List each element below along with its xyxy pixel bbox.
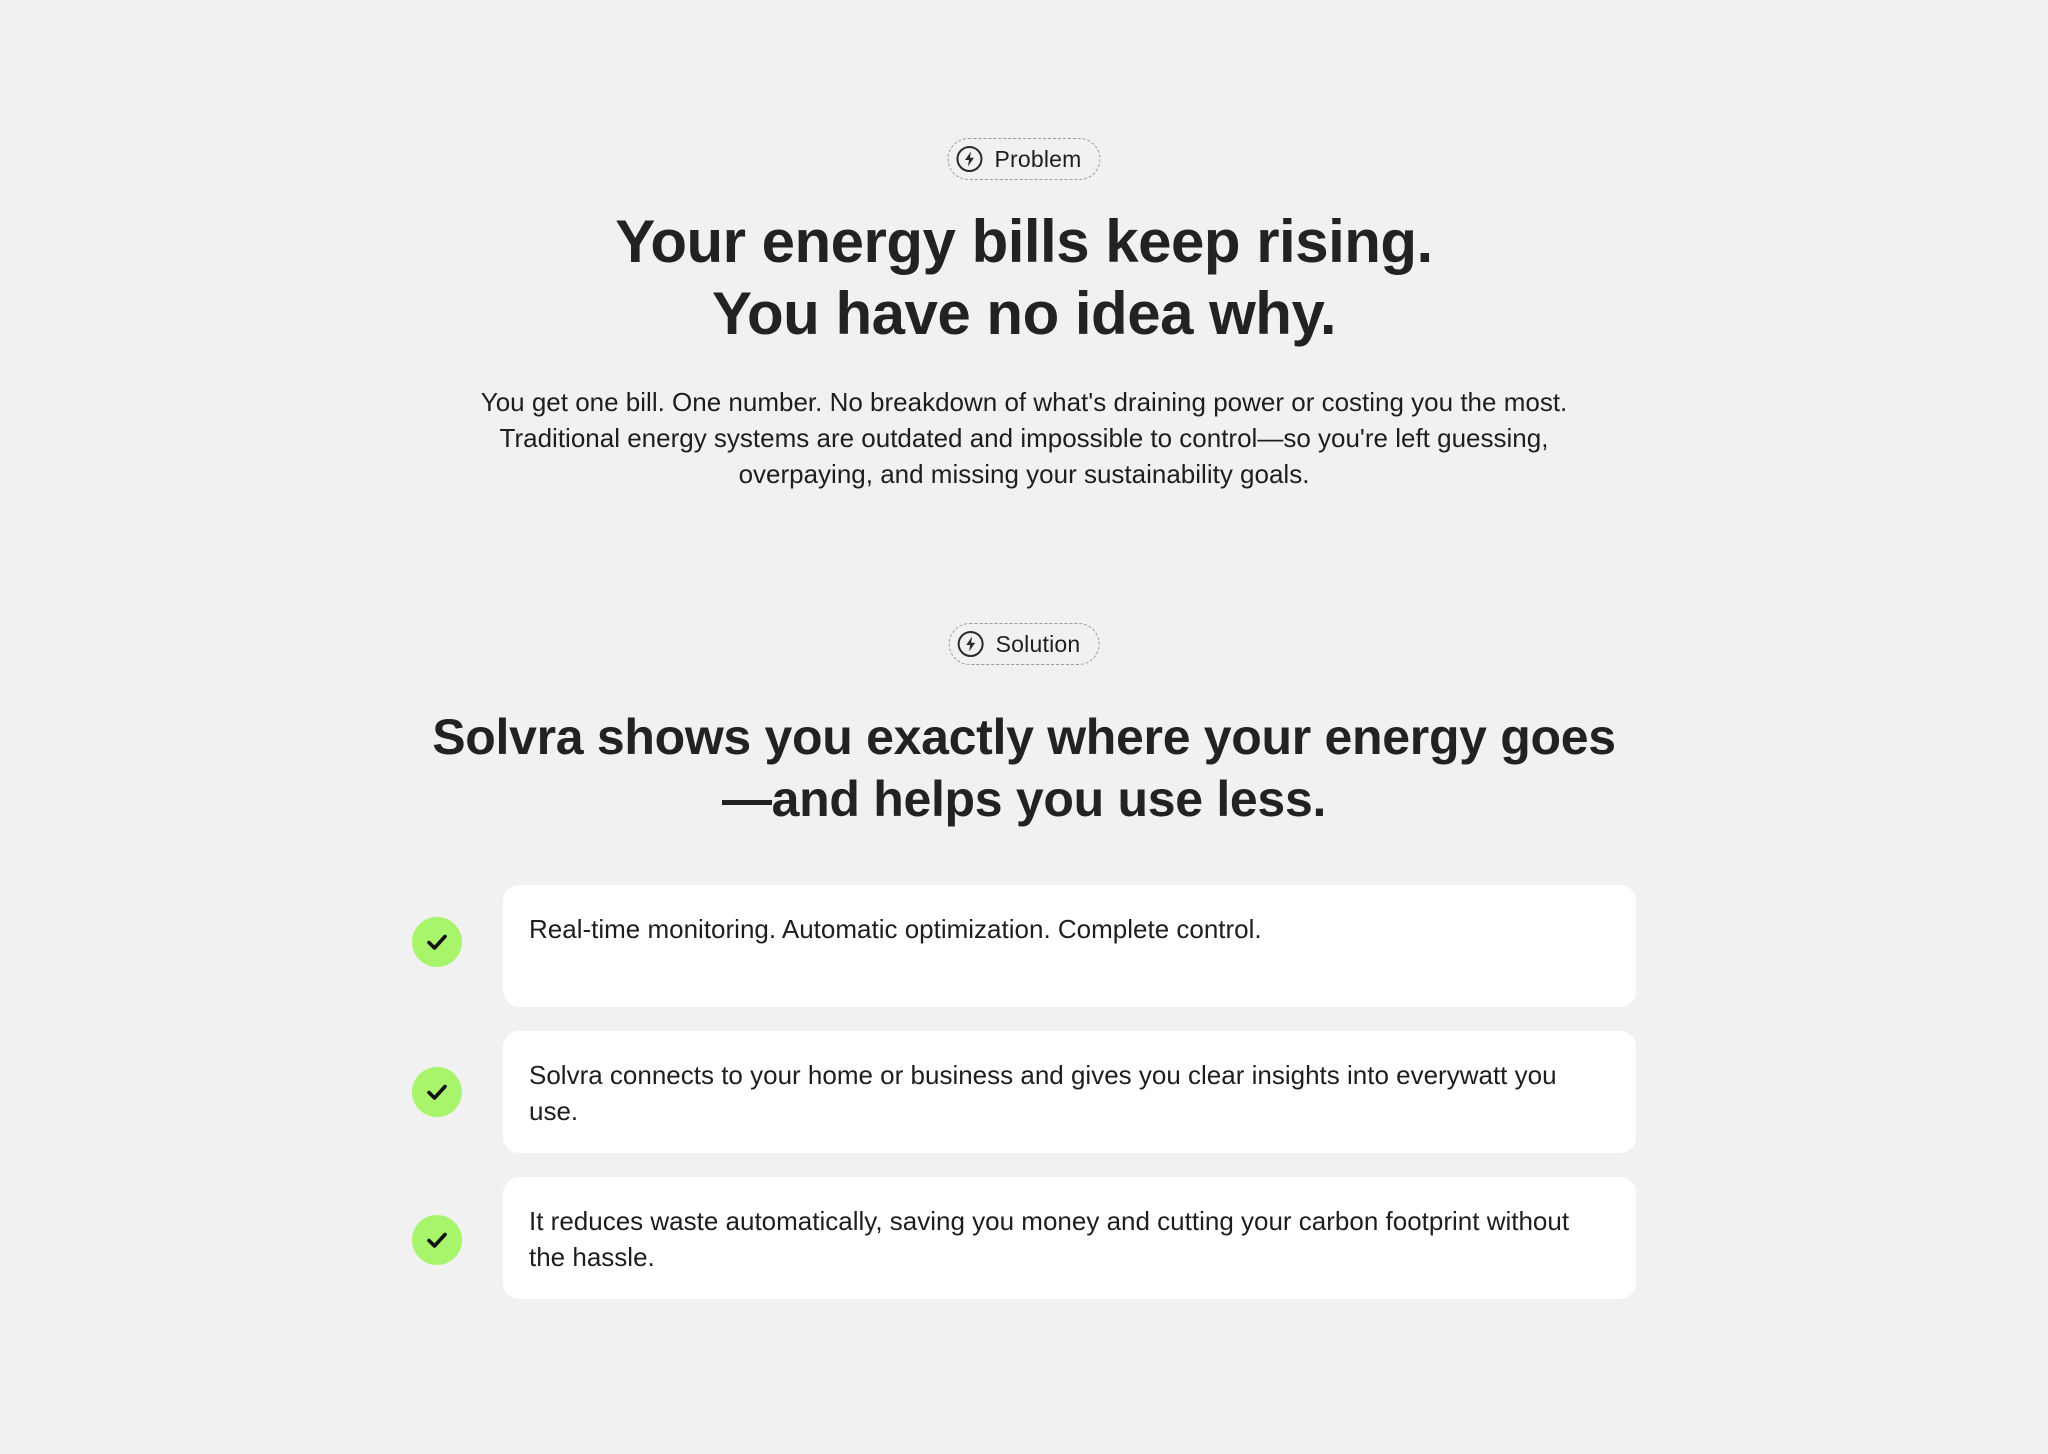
problem-description-line: You get one bill. One number. No breakdown of what's draining power or costing you the most. [480,387,1568,417]
feature-list [410,885,1636,1323]
problem-headline [0,206,2048,350]
solution-headline-line: Solvra shows you exactly where your energy goes [432,709,1616,765]
solution-badge-label: Solution [995,630,1081,657]
problem-headline-line: Your energy bills keep rising. [615,208,1433,275]
problem-badge-label: Problem [994,145,1082,172]
feature-item [410,1177,1636,1299]
problem-badge [947,138,1100,180]
problem-headline-line: You have no idea why. [711,280,1337,347]
feature-item [410,885,1636,1007]
solution-badge [949,623,1100,665]
problem-description [0,384,2048,492]
solution-headline [0,706,2048,830]
feature-card: Real-time monitoring. Automatic optimization. Complete control. [503,885,1636,1007]
feature-card: It reduces waste automatically, saving you money and cutting your carbon footprint without the hassle. [503,1177,1636,1299]
problem-description-line: Traditional energy systems are outdated and impossible to control—so you're left guessing, [499,423,1549,453]
check-icon [412,1067,462,1117]
feature-card: Solvra connects to your home or business and gives you clear insights into everywatt you use. [503,1031,1636,1153]
feature-item [410,1031,1636,1153]
solution-headline-line: —and helps you use less. [721,771,1327,827]
problem-description-line: overpaying, and missing your sustainability goals. [738,459,1310,489]
check-icon [412,917,462,967]
lightning-bolt-icon [956,629,986,659]
check-icon [412,1215,462,1265]
lightning-bolt-icon [954,144,984,174]
